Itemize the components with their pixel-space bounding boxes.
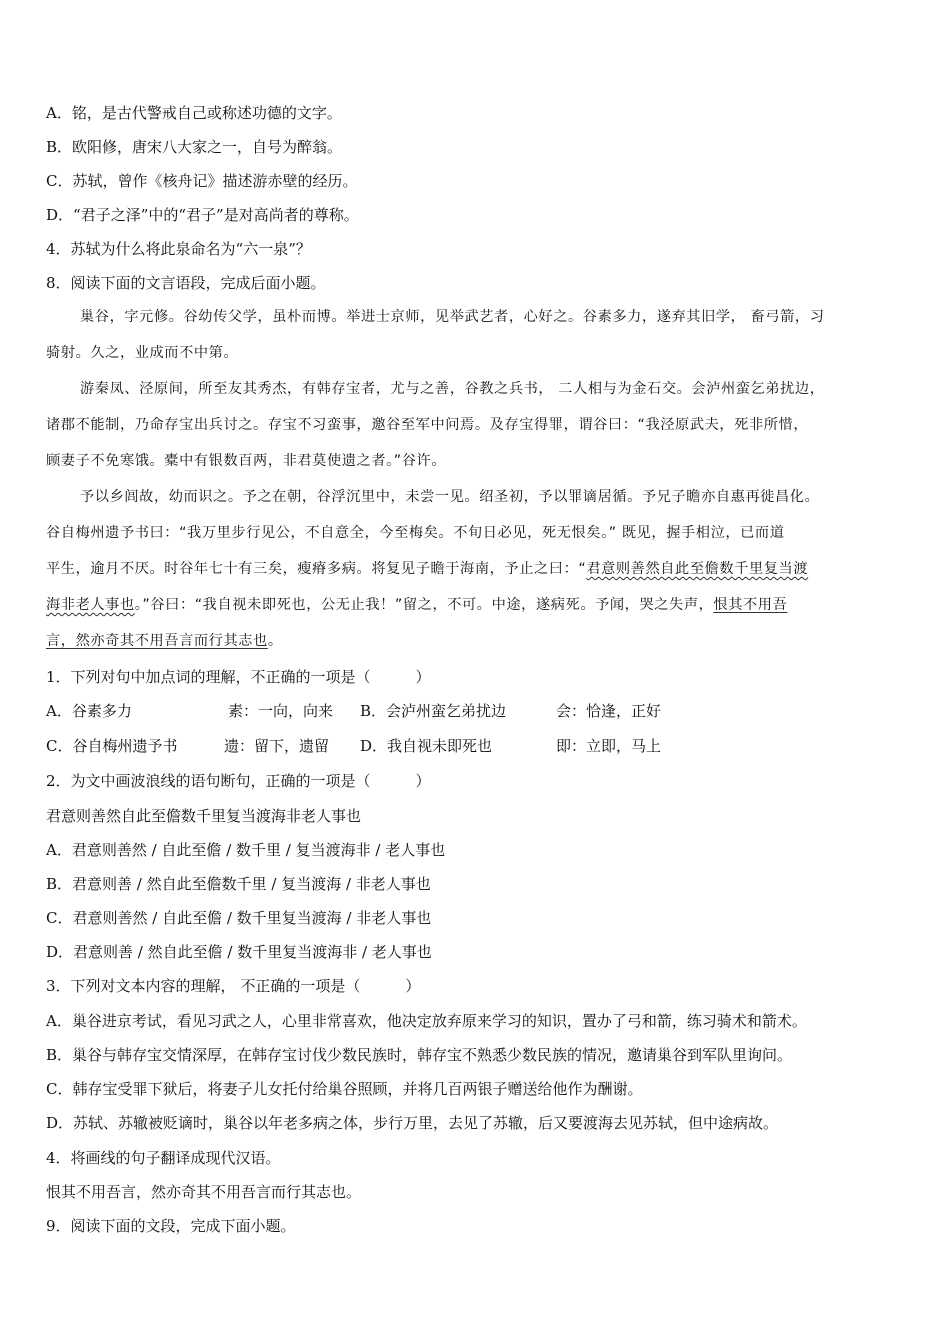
- passage-p3-line-2: 谷自梅州遗予书曰：“我万里步行见公，不自意全，今至梅矣。不旬日必见，死无恨矣。” 既见，握手相泣，已而道: [46, 525, 785, 541]
- wavy-underlined-sentence-part-1: 君意则善然自此至儋数千里复当渡: [586, 561, 809, 577]
- q9-heading: 9．阅读下面的文段，完成下面小题。: [46, 1217, 296, 1235]
- q1-option-c-gloss: 遗：留下，遗留: [224, 737, 330, 755]
- q7-option-a: A．铭，是古代警戒自己或称述功德的文字。: [46, 104, 342, 122]
- passage-p1-line-2: 骑射。久之，业成而不中第。: [46, 345, 239, 361]
- q1-stem: 1．下列对句中加点词的理解，不正确的一项是（ ）: [46, 668, 431, 686]
- q2-sentence: 君意则善然自此至儋数千里复当渡海非老人事也: [46, 807, 362, 825]
- q7-option-d: D．“君子之泽”中的“君子”是对高尚者的尊称。: [46, 206, 359, 224]
- q3-stem: 3．下列对文本内容的理解， 不正确的一项是（ ）: [46, 977, 421, 995]
- passage-p1-line-1: 巢谷，字元修。谷幼传父学，虽朴而博。举进士京师，见举武艺者，心好之。谷素多力，遂弃其旧学， 畜弓箭，习: [80, 309, 825, 325]
- q1-option-b-gloss: 会：恰逢，正好: [556, 702, 662, 720]
- q3-option-d: D．苏轼、苏辙被贬谪时，巢谷以年老多病之体，步行万里，去见了苏辙，后又要渡海去见苏轼，但中途病故。: [46, 1114, 779, 1132]
- passage-p3-line-1: 予以乡闾故，幼而识之。予之在朝，谷浮沉里中，未尝一见。绍圣初，予以罪谪居循。予兄子瞻亦自惠再徙昌化。: [80, 489, 820, 505]
- underlined-sentence-part-1: 恨其不用吾: [713, 597, 788, 613]
- q7-option-c: C．苏轼，曾作《核舟记》描述游赤壁的经历。: [46, 172, 358, 190]
- q3-option-a: A．巢谷进京考试，看见习武之人，心里非常喜欢，他决定放弃原来学习的知识，置办了弓和箭，练习骑术和箭术。: [46, 1012, 807, 1030]
- passage-p3-line-4-text: 。”谷曰：“我自视未即死也，公无止我！”留之，不可。中途，遂病死。予闻，哭之失声，: [134, 597, 714, 613]
- passage-p3-line-5: [46, 631, 908, 651]
- passage-p2-line-3: 顾妻子不免寒饿。橐中有银数百两，非君莫使遗之者。”谷许。: [46, 453, 447, 469]
- q2-option-b: B．君意则善 / 然自此至儋数千里 / 复当渡海 / 非老人事也: [46, 875, 431, 893]
- q2-option-d: D．君意则善 / 然自此至儋 / 数千里复当渡海非 / 老人事也: [46, 943, 432, 961]
- passage-p2-line-2: 诸郡不能制，乃命存宝出兵讨之。存宝不习蛮事，邀谷至军中问焉。及存宝得罪，谓谷曰：“我泾原武夫，死非所惜，: [46, 417, 809, 433]
- q1-option-b-sentence: B．会泸州蛮乞弟扰边: [360, 702, 507, 720]
- q1-option-d-gloss: 即：立即，马上: [556, 737, 662, 755]
- passage-p3-line-3: [46, 559, 908, 579]
- passage-p3-line-4: [46, 595, 908, 615]
- q3-option-c: C．韩存宝受罪下狱后，将妻子儿女托付给巢谷照顾，并将几百两银子赠送给他作为酬谢。: [46, 1080, 643, 1098]
- q3-option-b: B．巢谷与韩存宝交情深厚，在韩存宝讨伐少数民族时，韩存宝不熟悉少数民族的情况，邀请巢谷到军队里询问。: [46, 1046, 793, 1064]
- passage-p2-line-1: 游秦凤、泾原间，所至友其秀杰，有韩存宝者，尤与之善，谷教之兵书， 二人相与为金石交。会泸州蛮乞弟扰边，: [80, 381, 825, 397]
- q2-option-a: A．君意则善然 / 自此至儋 / 数千里 / 复当渡海非 / 老人事也: [46, 841, 446, 859]
- q7-sub-question-4: 4．苏轼为什么将此泉命名为“六一泉”？: [46, 240, 311, 258]
- underlined-sentence-part-2: 言，然亦奇其不用吾言而行其志也: [46, 633, 268, 649]
- passage-p3-line-5-end: 。: [267, 633, 283, 649]
- q4-stem: 4．将画线的句子翻译成现代汉语。: [46, 1149, 281, 1167]
- q1-option-a-sentence: A．谷素多力: [46, 702, 132, 720]
- wavy-underlined-sentence-part-2: 海非老人事也: [46, 597, 135, 613]
- q2-stem: 2．为文中画波浪线的语句断句，正确的一项是（ ）: [46, 772, 431, 790]
- q1-option-d-sentence: D．我自视未即死也: [360, 737, 493, 755]
- passage-p3-line-3-text: 平生，逾月不厌。时谷年七十有三矣，瘦瘠多病。将复见子瞻于海南，予止之曰：“: [46, 561, 587, 577]
- q1-option-a-gloss: 素：一向，向来: [228, 702, 334, 720]
- q7-option-b: B．欧阳修，唐宋八大家之一，自号为醉翁。: [46, 138, 343, 156]
- q2-option-c: C．君意则善然 / 自此至儋 / 数千里复当渡海 / 非老人事也: [46, 909, 432, 927]
- q4-sentence: 恨其不用吾言，然亦奇其不用吾言而行其志也。: [46, 1183, 362, 1201]
- q1-option-c-sentence: C．谷自梅州遗予书: [46, 737, 178, 755]
- q8-heading: 8．阅读下面的文言语段，完成后面小题。: [46, 274, 326, 292]
